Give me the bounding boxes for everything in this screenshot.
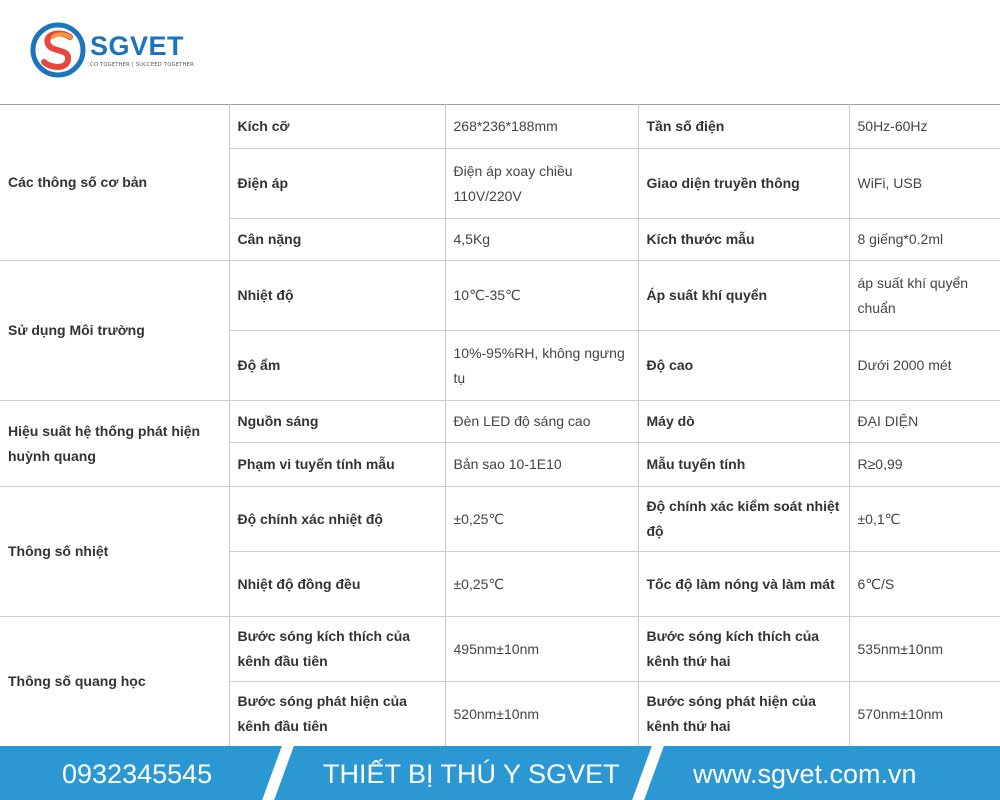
footer-divider — [631, 746, 666, 800]
spec-label-cell: Bước sóng phát hiện của kênh đầu tiên — [229, 682, 445, 747]
spec-value-cell: WiFi, USB — [849, 149, 1000, 219]
spec-value-cell: 10℃-35℃ — [445, 261, 638, 331]
spec-value-cell: ĐẠI DIỆN — [849, 401, 1000, 443]
spec-label-cell: Độ chính xác nhiệt độ — [229, 487, 445, 552]
spec-value-cell: Bản sao 10-1E10 — [445, 443, 638, 487]
spec-label-cell: Bước sóng phát hiện của kênh thứ hai — [638, 682, 849, 747]
spec-label-cell: Điện áp — [229, 149, 445, 219]
spec-value-cell: 535nm±10nm — [849, 617, 1000, 682]
spec-value-cell: ±0,1℃ — [849, 487, 1000, 552]
group-name-cell: Sử dụng Môi trường — [0, 261, 229, 401]
group-name-cell: Các thông số cơ bản — [0, 105, 229, 261]
spec-value-cell: ±0,25℃ — [445, 487, 638, 552]
specifications-table — [0, 104, 1000, 747]
table-row — [0, 487, 1000, 552]
spec-value-cell: 4,5Kg — [445, 219, 638, 261]
spec-value-cell: Dưới 2000 mét — [849, 331, 1000, 401]
sgvet-logo-icon — [30, 22, 86, 78]
spec-value-cell: 10%-95%RH, không ngưng tụ — [445, 331, 638, 401]
spec-value-cell: R≥0,99 — [849, 443, 1000, 487]
spec-value-cell: 8 giếng*0.2ml — [849, 219, 1000, 261]
contact-footer — [0, 746, 1000, 800]
spec-label-cell: Giao diện truyền thông — [638, 149, 849, 219]
spec-label-cell: Tần số điện — [638, 105, 849, 149]
table-row — [0, 105, 1000, 149]
footer-phone[interactable]: 0932345545 — [62, 759, 213, 789]
group-name-cell: Hiệu suất hệ thống phát hiện huỳnh quang — [0, 401, 229, 487]
brand-tagline: CO TOGETHER | SUCCEED TOGETHER — [90, 62, 194, 68]
group-name-cell: Thông số quang học — [0, 617, 229, 747]
spec-label-cell: Máy dò — [638, 401, 849, 443]
spec-value-cell: áp suất khí quyển chuẩn — [849, 261, 1000, 331]
spec-value-cell: 6℃/S — [849, 552, 1000, 617]
spec-label-cell: Cân nặng — [229, 219, 445, 261]
spec-value-cell: Điện áp xoay chiều 110V/220V — [445, 149, 638, 219]
spec-label-cell: Áp suất khí quyển — [638, 261, 849, 331]
spec-label-cell: Bước sóng kích thích của kênh đầu tiên — [229, 617, 445, 682]
spec-value-cell: 520nm±10nm — [445, 682, 638, 747]
table-row — [0, 617, 1000, 682]
spec-value-cell: 495nm±10nm — [445, 617, 638, 682]
spec-label-cell: Độ cao — [638, 331, 849, 401]
spec-label-cell: Độ chính xác kiểm soát nhiệt độ — [638, 487, 849, 552]
spec-label-cell: Kích thước mẫu — [638, 219, 849, 261]
group-name-cell: Thông số nhiệt — [0, 487, 229, 617]
spec-label-cell: Kích cỡ — [229, 105, 445, 149]
spec-label-cell: Nhiệt độ — [229, 261, 445, 331]
page-header — [0, 0, 1000, 104]
table-row — [0, 261, 1000, 331]
table-row — [0, 401, 1000, 443]
spec-label-cell: Độ ẩm — [229, 331, 445, 401]
spec-value-cell: 570nm±10nm — [849, 682, 1000, 747]
spec-label-cell: Phạm vi tuyến tính mẫu — [229, 443, 445, 487]
sgvet-logo[interactable] — [30, 22, 194, 78]
spec-label-cell: Mẫu tuyến tính — [638, 443, 849, 487]
spec-value-cell: Đèn LED độ sáng cao — [445, 401, 638, 443]
spec-value-cell: 50Hz-60Hz — [849, 105, 1000, 149]
spec-value-cell: ±0,25℃ — [445, 552, 638, 617]
spec-value-cell: 268*236*188mm — [445, 105, 638, 149]
footer-website[interactable]: www.sgvet.com.vn — [693, 759, 917, 789]
spec-label-cell: Nguồn sáng — [229, 401, 445, 443]
brand-name: SGVET — [90, 31, 185, 61]
footer-divider — [261, 746, 296, 800]
footer-company: THIẾT BỊ THÚ Y SGVET — [323, 759, 620, 789]
spec-label-cell: Bước sóng kích thích của kênh thứ hai — [638, 617, 849, 682]
spec-label-cell: Nhiệt độ đồng đều — [229, 552, 445, 617]
spec-label-cell: Tốc độ làm nóng và làm mát — [638, 552, 849, 617]
